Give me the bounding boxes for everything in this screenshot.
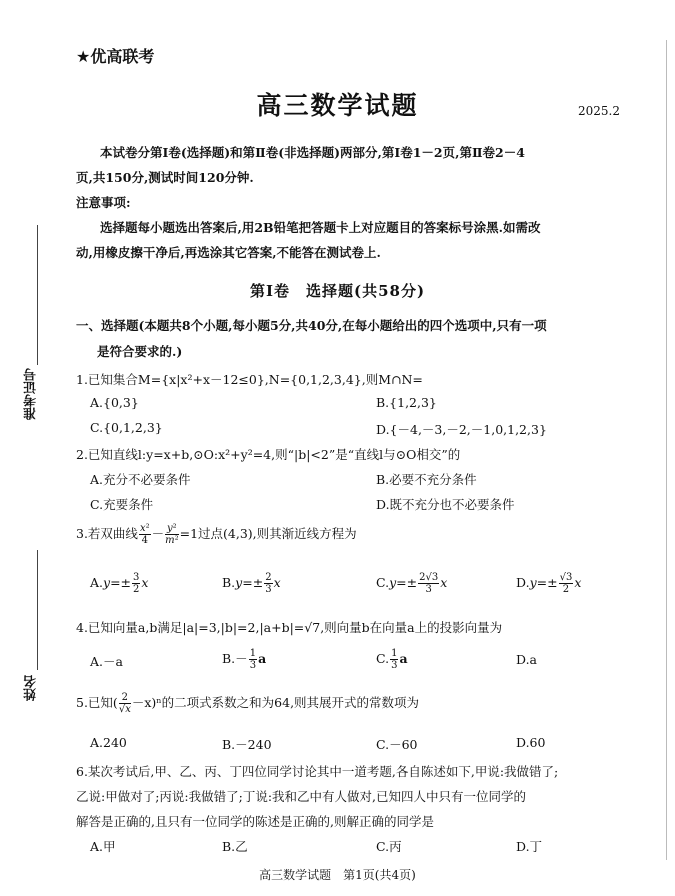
section-title: 第Ⅰ卷 选择题(共58分) (249, 282, 426, 300)
q2-option-a: A.充分不必要条件 (90, 472, 191, 487)
notice-line: 动,用橡皮擦干净后,再选涂其它答案,不能答在测试卷上. (76, 245, 381, 260)
question-2-stem: 2.已知直线l:y=x+b,⊙O:x²+y²=4,则“|b|<2”是“直线l与⊙O相交”的 (76, 447, 461, 462)
question-3-stem: 3.若双曲线 $\frac{\text{x²}}{4}$ － $\frac{\text{y²}}{\text{m²}}$ =1过点(4,3),则其渐近线方程为 (76, 523, 357, 546)
question-1-stem: 1.已知集合M={x|x²+x－12≤0},N={0,1,2,3,4},则M∩N= (76, 372, 423, 387)
q1-option-d: D.{－4,－3,－2,－1,0,1,2,3} (376, 422, 547, 437)
q4-option-c: C. $\frac{1}{3}$ a (376, 648, 408, 671)
q6-option-a: A.甲 (90, 839, 116, 854)
part-heading: 一、选择题(本题共8个小题,每小题5分,共40分,在每小题给出的四个选项中,只有一项 (76, 318, 547, 333)
q6-option-d: D.丁 (516, 839, 543, 854)
question-4-stem: 4.已知向量a,b满足|a|=3,|b|=2,|a+b|=√7,则向量b在向量a上的投影向量为 (76, 620, 503, 635)
q1-option-b: B.{1,2,3} (376, 395, 437, 410)
q2-option-d: D.既不充分也不必要条件 (376, 497, 515, 512)
q3-option-c: C.y=± $\frac{2√3}{3}$ x (376, 572, 448, 595)
q3-stem-prefix: 3.若双曲线 (76, 526, 138, 541)
fraction: $\frac{2}{√x}$ (118, 692, 131, 715)
q5-stem-prefix: 5.已知( (76, 695, 118, 710)
question-6-line: 解答是正确的,且只有一位同学的陈述是正确的,则解正确的同学是 (76, 814, 434, 829)
notice-line: 选择题每小题选出答案后,用2B铅笔把答题卡上对应题目的答案标号涂黑.如需改 (100, 220, 541, 235)
question-5-stem (76, 692, 419, 715)
intro-line: 本试卷分第Ⅰ卷(选择题)和第Ⅱ卷(非选择题)两部分,第Ⅰ卷1－2页,第Ⅱ卷2－4 (100, 145, 525, 160)
notice-title: 注意事项: (76, 195, 131, 210)
page-edge-line (666, 40, 667, 860)
q5-option-b: B.－240 (222, 737, 272, 752)
q5-option-d: D.60 (516, 735, 546, 750)
exam-number-label: 准考证号 (24, 368, 39, 420)
q5-option-a: A.240 (90, 735, 127, 750)
intro-line: 页,共150分,测试时间120分钟. (76, 170, 254, 185)
binding-line (37, 550, 38, 670)
binding-margin (0, 0, 60, 896)
q6-option-c: C.丙 (376, 839, 402, 854)
q2-option-b: B.必要不充分条件 (376, 472, 477, 487)
q3-option-a: A.y=± $\frac{3}{2}$ x (90, 572, 149, 595)
q1-option-a: A.{0,3} (90, 395, 139, 410)
intro-paragraph (76, 140, 621, 265)
fraction: $\frac{\text{y²}}{\text{m²}}$ (165, 523, 179, 546)
fraction: $\frac{\text{x²}}{4}$ (139, 523, 150, 546)
q5-stem-suffix: －x)ⁿ的二项式系数之和为64,则其展开式的常数项为 (131, 695, 420, 710)
question-6-line: 乙说:甲做对了;丙说:我做错了;丁说:我和乙中有人做对,已知四人中只有一位同学的 (76, 789, 527, 804)
page-title: 高三数学试题 (256, 91, 419, 120)
q5-option-c: C.－60 (376, 737, 418, 752)
q4-option-a: A.－a (90, 654, 123, 669)
question-6-line: 6.某次考试后,甲、乙、丙、丁四位同学讨论其中一道考题,各自陈述如下,甲说:我做错了; (76, 764, 559, 779)
q4-option-b: B.－ $\frac{1}{3}$ a (222, 648, 267, 671)
q3-option-d: D.y=± $\frac{√3}{2}$ x (516, 572, 582, 595)
exam-date: 2025.2 (578, 104, 620, 118)
part-heading: 是符合要求的.) (97, 344, 183, 359)
q2-option-c: C.充要条件 (90, 497, 154, 512)
name-label: 姓名 (24, 675, 39, 701)
q3-option-b: B.y=± $\frac{2}{3}$ x (222, 572, 281, 595)
page-footer: 高三数学试题 第1页(共4页) (259, 868, 416, 882)
brand-label: ★优高联考 (76, 47, 155, 66)
q1-option-c: C.{0,1,2,3} (90, 420, 163, 435)
q3-stem-suffix: =1过点(4,3),则其渐近线方程为 (179, 526, 357, 541)
q6-option-b: B.乙 (222, 839, 248, 854)
q4-option-d: D.a (516, 652, 538, 667)
